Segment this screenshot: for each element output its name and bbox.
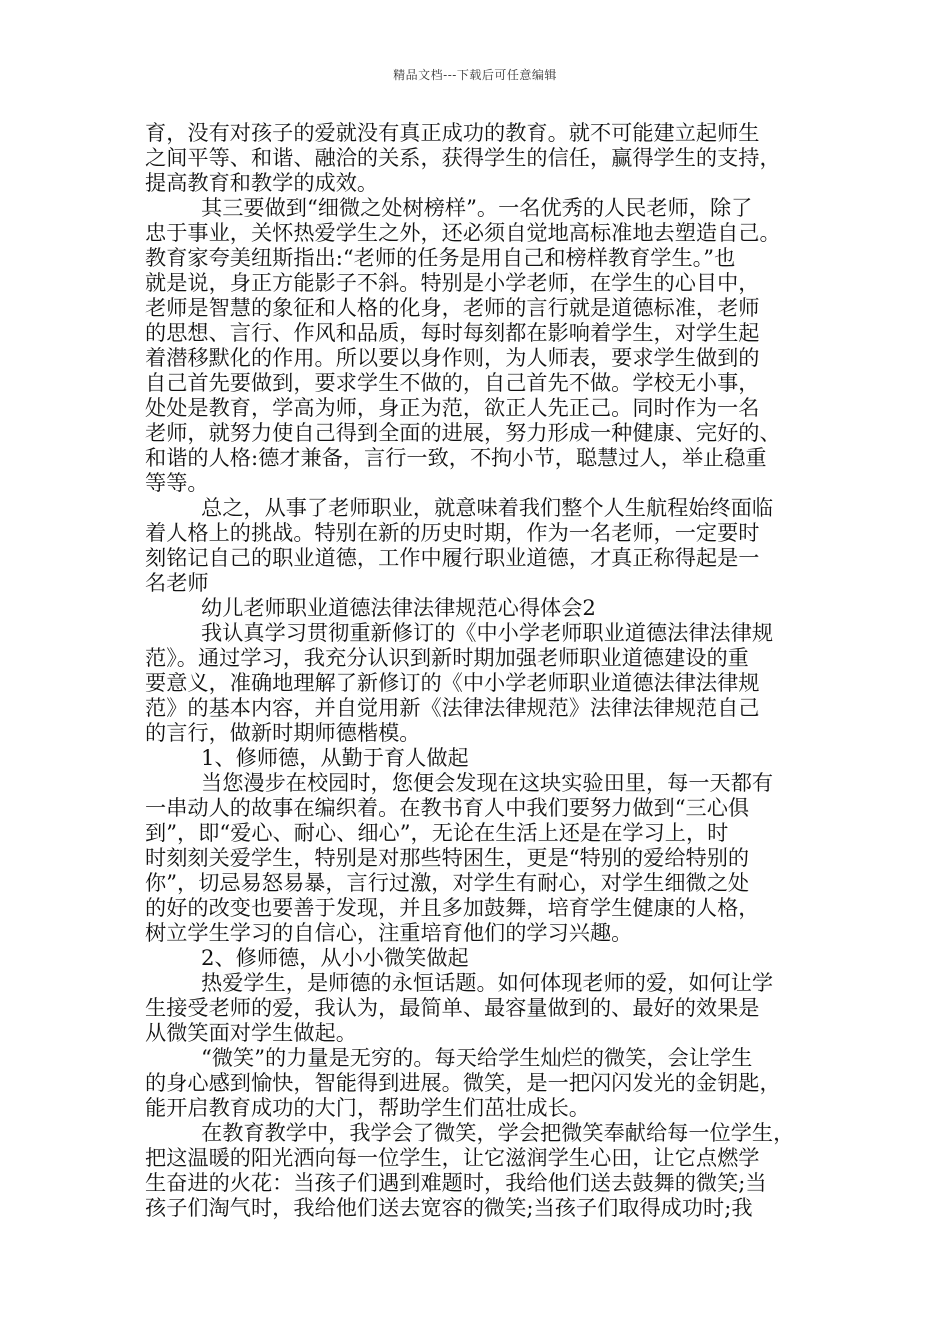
- text-line: 着潜移默化的作用。所以要以身作则，为人师表，要求学生做到的: [145, 345, 760, 370]
- text-line: 范》。通过学习，我充分认识到新时期加强老师职业道德建设的重: [145, 645, 749, 670]
- page-header: 精品文档---下载后可任意编辑: [393, 68, 557, 82]
- text-line: 生奋进的火花：当孩子们遇到难题时，我给他们送去鼓舞的微笑;当: [145, 1170, 767, 1195]
- text-line: 范》的基本内容，并自觉用新《法律法律规范》法律法律规范自己: [145, 695, 760, 720]
- text-line: 等等。: [145, 470, 209, 495]
- text-line: 刻铭记自己的职业道德，工作中履行职业道德，才真正称得起是一: [145, 545, 760, 570]
- text-line: “微笑”的力量是无穷的。每天给学生灿烂的微笑，会让学生: [201, 1045, 753, 1070]
- text-line: 忠于事业，关怀热爱学生之外，还必须自觉地高标准地去塑造自己。: [145, 220, 781, 245]
- text-line: 你”，切忌易怒易暴，言行过激，对学生有耐心，对学生细微之处: [145, 870, 750, 895]
- text-line: 一串动人的故事在编织着。在教书育人中我们要努力做到“三心俱: [145, 795, 750, 820]
- text-line: 能开启教育成功的大门，帮助学生们茁壮成长。: [145, 1095, 590, 1120]
- text-line: 的思想、言行、作风和品质，每时每刻都在影响着学生，对学生起: [145, 320, 760, 345]
- text-line: 育，没有对孩子的爱就没有真正成功的教育。就不可能建立起师生: [145, 120, 760, 145]
- text-line: 我认真学习贯彻重新修订的《中小学老师职业道德法律法律规: [201, 620, 774, 645]
- text-line: 就是说，身正方能影子不斜。特别是小学老师，在学生的心目中，: [145, 270, 760, 295]
- text-line: 着人格上的挑战。特别在新的历史时期，作为一名老师，一定要时: [145, 520, 760, 545]
- text-line: 从微笑面对学生做起。: [145, 1020, 357, 1045]
- text-line: 的言行，做新时期师德楷模。: [145, 720, 421, 745]
- document-body: [145, 120, 807, 1220]
- text-line: 树立学生学习的自信心，注重培育他们的学习兴趣。: [145, 920, 633, 945]
- text-line: 的身心感到愉快，智能得到进展。微笑，是一把闪闪发光的金钥匙，: [145, 1070, 781, 1095]
- text-line: 老师，就努力使自己得到全面的进展，努力形成一种健康、完好的、: [145, 420, 781, 445]
- text-line: 老师是智慧的象征和人格的化身，老师的言行就是道德标准，老师: [145, 295, 760, 320]
- text-line: 其三要做到“细微之处树榜样”。一名优秀的人民老师，除了: [201, 195, 753, 220]
- text-line: 幼儿老师职业道德法律法律规范心得体会2: [201, 595, 596, 620]
- text-line: 提高教育和教学的成效。: [145, 170, 379, 195]
- text-line: 孩子们淘气时，我给他们送去宽容的微笑;当孩子们取得成功时;我: [145, 1195, 753, 1220]
- text-line: 热爱学生，是师德的永恒话题。如何体现老师的爱，如何让学: [201, 970, 774, 995]
- text-line: 当您漫步在校园时，您便会发现在这块实验田里，每一天都有: [201, 770, 774, 795]
- text-line: 总之，从事了老师职业，就意味着我们整个人生航程始终面临: [201, 495, 774, 520]
- text-line: 时刻刻关爱学生，特别是对那些特困生，更是“特别的爱给特别的: [145, 845, 750, 870]
- text-line: 之间平等、和谐、融洽的关系，获得学生的信任，赢得学生的支持，: [145, 145, 781, 170]
- text-line: 处处是教育，学高为师，身正为范，欲正人先正己。同时作为一名: [145, 395, 760, 420]
- text-line: 到”，即“爱心、耐心、细心”，无论在生活上还是在学习上，时: [145, 820, 729, 845]
- text-line: 和谐的人格:德才兼备，言行一致，不拘小节，聪慧过人，举止稳重: [145, 445, 767, 470]
- text-line: 的好的改变也要善于发现，并且多加鼓舞，培育学生健康的人格，: [145, 895, 760, 920]
- text-line: 名老师: [145, 570, 209, 595]
- text-line: 1、修师德，从勤于育人做起: [201, 745, 469, 770]
- text-line: 把这温暖的阳光洒向每一位学生，让它滋润学生心田，让它点燃学: [145, 1145, 760, 1170]
- text-line: 教育家夸美纽斯指出:“老师的任务是用自己和榜样教育学生。”也: [145, 245, 736, 270]
- text-line: 在教育教学中，我学会了微笑，学会把微笑奉献给每一位学生，: [201, 1120, 795, 1145]
- text-line: 2、修师德，从小小微笑做起: [201, 945, 469, 970]
- text-line: 生接受老师的爱，我认为，最简单、最容量做到的、最好的效果是: [145, 995, 760, 1020]
- text-line: 要意义，准确地理解了新修订的《中小学老师职业道德法律法律规: [145, 670, 760, 695]
- text-line: 自己首先要做到，要求学生不做的，自己首先不做。学校无小事，: [145, 370, 760, 395]
